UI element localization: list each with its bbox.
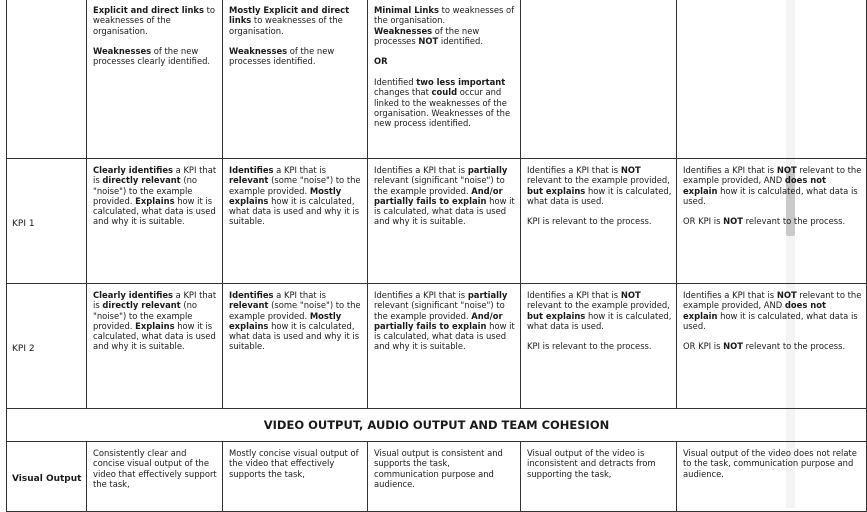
rubric-table (6, 0, 867, 512)
criteria-cell: Visual output of the video does not relate to the task, communication purpose and audience. (677, 442, 867, 512)
criteria-cell: Identifies a KPI that is relevant (some "noise") to the example provided. Mostly explains how it is calculated, what data is used and why it is suitable. (223, 159, 368, 284)
criteria-cell (521, 0, 677, 159)
criteria-cell: Clearly identifies a KPI that is directly relevant (no "noise") to the example provided. Explains how it is calculated, what data is used and why it is suitable. (87, 159, 223, 284)
criteria-cell: Identifies a KPI that is NOT relevant to the example provided, but explains how it is calculated, what data is used. KPI is relevant to the process. (521, 159, 677, 284)
criteria-cell: Visual output of the video is inconsistent and detracts from supporting the task, (521, 442, 677, 512)
row-label-kpi-2: KPI 2 (7, 284, 87, 409)
table-row (7, 0, 867, 159)
criteria-cell: Identifies a KPI that is relevant (some "noise") to the example provided. Mostly explains how it is calculated, what data is used and why it is suitable. (223, 284, 368, 409)
table-row (7, 284, 867, 409)
row-label-cell (7, 0, 87, 159)
criteria-cell: Minimal Links to weaknesses of the organisation. Weaknesses of the new processes NOT identified. OR Identified two less important changes that could occur and linked to the weaknesses of the organisation. Weaknesses of the new process identified. (368, 0, 521, 159)
criteria-cell: Clearly identifies a KPI that is directly relevant (no "noise") to the example provided. Explains how it is calculated, what data is used and why it is suitable. (87, 284, 223, 409)
criteria-cell: Identifies a KPI that is partially relevant (significant "noise") to the example provided. And/or partially fails to explain how it is calculated, what data is used and why it is suitable. (368, 284, 521, 409)
criteria-cell: Identifies a KPI that is NOT relevant to the example provided, but explains how it is calculated, what data is used. KPI is relevant to the process. (521, 284, 677, 409)
criteria-cell: Visual output is consistent and supports the task, communication purpose and audience. (368, 442, 521, 512)
criteria-cell: Identifies a KPI that is partially relevant (significant "noise") to the example provided. And/or partially fails to explain how it is calculated, what data is used and why it is suitable. (368, 159, 521, 284)
table-row (7, 442, 867, 512)
criteria-cell: Mostly concise visual output of the video that effectively supports the task, (223, 442, 368, 512)
table-row (7, 159, 867, 284)
row-label-kpi-1: KPI 1 (7, 159, 87, 284)
section-title: VIDEO OUTPUT, AUDIO OUTPUT AND TEAM COHESION (7, 409, 867, 442)
criteria-cell: Identifies a KPI that is NOT relevant to the example provided, AND does not explain how it is calculated, what data is used. OR KPI is NOT relevant to the process. (677, 284, 867, 409)
table-row (7, 409, 867, 442)
criteria-cell: Explicit and direct links to weaknesses of the organisation. Weaknesses of the new processes clearly identified. (87, 0, 223, 159)
criteria-cell: Identifies a KPI that is NOT relevant to the example provided, AND does not explain how it is calculated, what data is used. OR KPI is NOT relevant to the process. (677, 159, 867, 284)
criteria-cell (677, 0, 867, 159)
criteria-cell: Mostly Explicit and direct links to weaknesses of the organisation. Weaknesses of the new processes identified. (223, 0, 368, 159)
criteria-cell: Consistently clear and concise visual output of the video that effectively support the task, (87, 442, 223, 512)
row-label-visual-output: Visual Output (7, 442, 87, 512)
